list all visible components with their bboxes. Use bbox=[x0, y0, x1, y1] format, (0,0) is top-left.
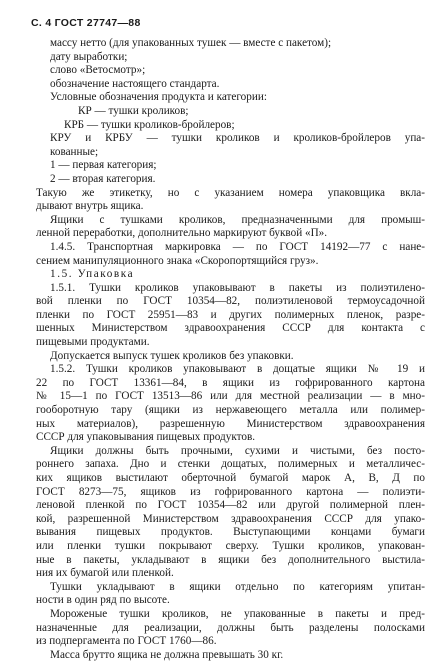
text-line: ГОСТ 8273—75, ящиков из гофрированного картона — полиэти- bbox=[36, 485, 425, 498]
text-line: вывания пищевых продуктов. Выступающими концами бумаги bbox=[36, 526, 425, 539]
page-header: С. 4 ГОСТ 27747—88 bbox=[31, 17, 141, 29]
document-body bbox=[36, 37, 425, 662]
text-line: Масса брутто ящика не должна превышать 30 кг. bbox=[50, 648, 284, 661]
text-line: СССР для упаковывания пищевых продуктов. bbox=[36, 431, 256, 444]
text-line: 1.4.5. Транспортная маркировка — по ГОСТ 14192—77 с нане- bbox=[50, 240, 425, 253]
text-line: 2 — вторая категория. bbox=[50, 172, 156, 185]
text-line: КРБ — тушки кроликов-бройлеров; bbox=[64, 118, 235, 131]
text-line: или пленки тушки покрывают сверху. Тушки кроликов, упакован- bbox=[36, 539, 425, 552]
text-line: обозначение настоящего стандарта. bbox=[50, 77, 220, 90]
text-line: сением манипуляционного знака «Скоропортящийся груз». bbox=[36, 254, 319, 267]
text-line: ности в один ряд по высоте. bbox=[36, 594, 170, 607]
text-line: дывают внутрь ящика. bbox=[36, 200, 144, 213]
text-line: дату выработки; bbox=[50, 50, 128, 63]
text-line: КР — тушки кроликов; bbox=[78, 104, 189, 117]
text-line: назначенные для реализации, должны быть разделены полосками bbox=[36, 621, 425, 634]
text-line: Ящики с тушками кроликов, предназначенными для промыш- bbox=[50, 213, 425, 226]
text-line: № 15—1 по ГОСТ 13513—86 или для местной реализации — в мно- bbox=[36, 390, 425, 403]
text-line: из подпергамента по ГОСТ 1760—86. bbox=[36, 635, 217, 648]
text-line: ких ящиков выстилают оберточной бумагой марок А, В, Д по bbox=[36, 472, 425, 484]
text-line: ния их бумагой или пленкой. bbox=[36, 567, 174, 580]
text-line: вой пленки по ГОСТ 10354—82, полиэтиленовой термоусадочной bbox=[36, 295, 425, 308]
text-line: кованные; bbox=[50, 145, 99, 158]
text-line: кой, разрешенной Министерством здравоохранения СССР для упако- bbox=[36, 512, 425, 525]
text-line: Допускается выпуск тушек кроликов без упаковки. bbox=[50, 349, 294, 362]
text-line: массу нетто (для упакованных тушек — вместе с пакетом); bbox=[50, 37, 332, 49]
text-line: шенных Министерством здравоохранения СССР для контакта с bbox=[36, 322, 425, 335]
text-line: 1.5.1. Тушки кроликов упаковывают в пакеты из полиэтилено- bbox=[50, 281, 425, 294]
text-line: Мороженые тушки кроликов, не упакованные в пакеты и пред- bbox=[50, 607, 425, 620]
text-line: гооборотную тару (ящики из нержавеющего металла или полимер- bbox=[36, 404, 425, 417]
text-line: Тушки укладывают в ящики отдельно по категориям упитан- bbox=[50, 580, 425, 593]
text-line: КРУ и КРБУ — тушки кроликов и кроликов-бройлеров упа- bbox=[50, 132, 425, 145]
text-line: слово «Ветосмотр»; bbox=[50, 64, 146, 77]
section-heading: 1.5. Упаковка bbox=[50, 268, 135, 281]
text-line: Ящики должны быть прочными, сухими и чистыми, без посто- bbox=[50, 444, 425, 457]
text-line: ные в пакеты, укладывают в ящики без дополнительного выстила- bbox=[36, 553, 425, 566]
text-line: леновой пленкой по ГОСТ 10354—82 или другой полимерной плен- bbox=[36, 499, 425, 512]
text-line: ленной переработки, дополнительно маркируют буквой «П». bbox=[36, 227, 328, 240]
text-line: пищевыми продуктами. bbox=[36, 336, 150, 349]
text-line: пленки по ГОСТ 25951—83 и других полимерных пленок, разре- bbox=[36, 308, 425, 321]
text-line: Условные обозначения продукта и категории: bbox=[50, 91, 267, 104]
text-line: 22 по ГОСТ 13361—84, в ящики из гофрированного картона bbox=[36, 376, 425, 389]
text-line: 1.5.2. Тушки кроликов упаковывают в дощатые ящики № 19 и bbox=[50, 363, 425, 376]
text-line: Такую же этикетку, но с указанием номера упаковщика вкла- bbox=[36, 186, 425, 199]
text-line: 1 — первая категория; bbox=[50, 159, 157, 172]
text-line: роннего запаха. Дно и стенки дощатых, полимерных и металличес- bbox=[36, 458, 425, 471]
text-line: ных материалов), разрешенную Министерством здравоохранения bbox=[36, 417, 425, 430]
